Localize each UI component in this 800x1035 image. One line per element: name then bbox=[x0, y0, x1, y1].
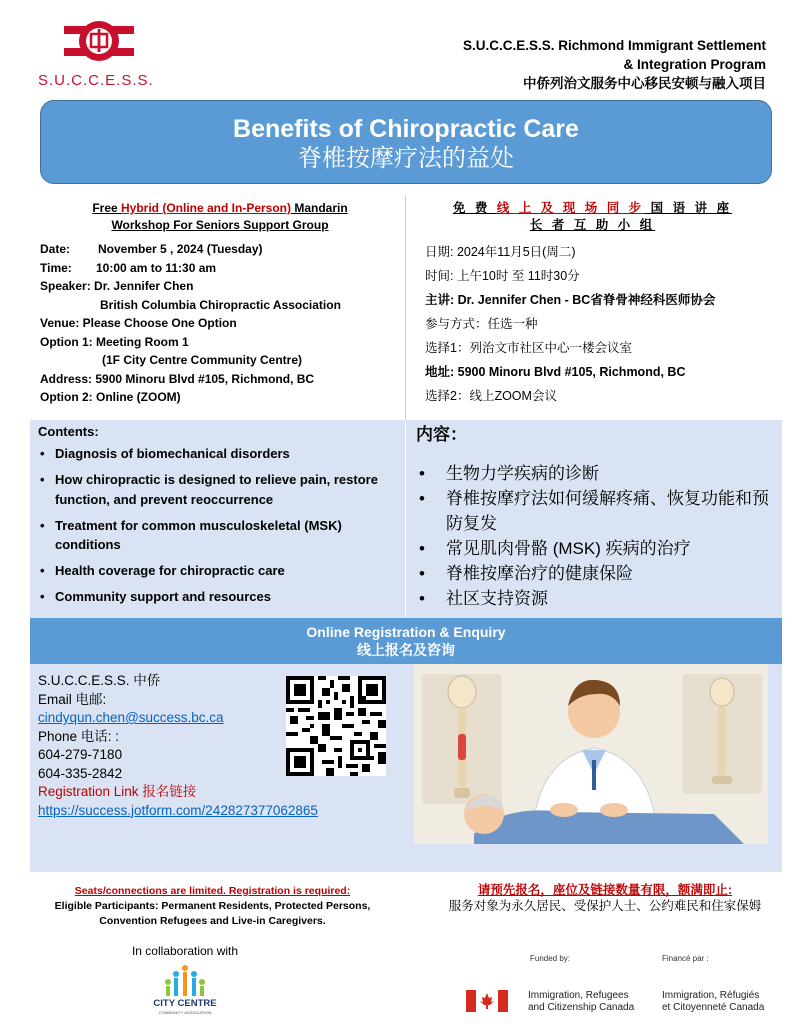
time-value: 10:00 am to 11:30 am bbox=[96, 260, 217, 275]
option2-zh: 选择2：线上ZOOM会议 bbox=[425, 389, 557, 403]
speaker-name: Dr. Jennifer Chen bbox=[94, 279, 194, 293]
organization-name bbox=[386, 36, 766, 93]
venue: Venue: Please Choose One Option bbox=[40, 316, 237, 330]
ircc-fr-line1: Immigration, Réfugiés bbox=[662, 990, 760, 1001]
option2: Option 2: Online (ZOOM) bbox=[40, 390, 181, 404]
registration-link[interactable]: https://success.jotform.com/242827377062865 bbox=[38, 802, 318, 818]
list-item: • 社区支持资源 bbox=[416, 586, 782, 611]
method-zh: 参与方式：任选一种 bbox=[425, 317, 538, 331]
footer-notice-zh bbox=[420, 882, 790, 914]
partner-name: CITY CENTRE bbox=[153, 998, 217, 1009]
heading-zh-line2: 长 者 互 助 小 组 bbox=[529, 218, 656, 232]
heading-zh-hybrid: 线 上 及 现 场 同 步 bbox=[496, 201, 645, 215]
ircc-name-fr bbox=[662, 990, 764, 1014]
heading-hybrid: Hybrid (Online and In-Person) bbox=[121, 201, 292, 215]
option1-zh: 选择1：列治文市社区中心一楼会议室 bbox=[425, 341, 632, 355]
finance-par-label: Financé par : bbox=[662, 954, 709, 963]
speaker-zh-label: 主讲: bbox=[425, 293, 455, 307]
date-value: November 5 , 2024 (Tuesday) bbox=[98, 242, 263, 256]
seats-notice-zh: 请预先报名，座位及链接数量有限，额满即止: bbox=[477, 883, 733, 897]
contents-zh bbox=[416, 422, 782, 611]
title-en: Benefits of Chiropractic Care bbox=[233, 115, 579, 143]
date-label: Date: bbox=[40, 242, 71, 256]
heading-mandarin: Mandarin bbox=[291, 201, 348, 215]
city-centre-logo bbox=[130, 962, 240, 1024]
address: Address: 5900 Minoru Blvd #105, Richmond, BC bbox=[40, 371, 315, 386]
eligible-en: Eligible Participants: Permanent Residents, Protected Persons, Convention Refugees and Live-in Caregivers. bbox=[54, 900, 371, 927]
success-logo-icon bbox=[64, 14, 134, 68]
city-centre-logo-icon bbox=[130, 962, 240, 998]
list-item: • 脊椎按摩治疗的健康保险 bbox=[416, 561, 782, 586]
contact-org: S.U.C.C.E.S.S. 中侨 bbox=[38, 673, 161, 688]
funded-by-label: Funded by: bbox=[530, 954, 571, 963]
contents-list-zh bbox=[416, 461, 782, 611]
phone-2: 604-335-2842 bbox=[38, 765, 123, 781]
event-heading-en bbox=[40, 200, 400, 234]
date-zh: 日期: 2024年11月5日(周二) bbox=[425, 245, 576, 259]
contents-heading-zh: 内容： bbox=[416, 425, 467, 444]
org-en-line2: & Integration Program bbox=[623, 57, 766, 72]
success-logo bbox=[38, 14, 168, 94]
column-divider bbox=[405, 195, 406, 420]
footer-notice-en bbox=[40, 884, 385, 929]
contents-heading-en: Contents: bbox=[38, 424, 99, 439]
contents-en bbox=[38, 422, 408, 613]
ircc-en-line1: Immigration, Refugees bbox=[528, 990, 629, 1001]
email-link[interactable]: cindyqun.chen@success.bc.ca bbox=[38, 710, 224, 725]
speaker-zh: Dr. Jennifer Chen - BC省脊骨神经科医师协会 bbox=[457, 293, 716, 307]
contents-panel bbox=[30, 420, 782, 618]
list-item: • 常见肌肉骨骼 (MSK) 疾病的治疗 bbox=[416, 536, 782, 561]
heading-zh-rest: 国 语 讲 座 bbox=[644, 201, 733, 215]
list-item: • 脊椎按摩疗法如何缓解疼痛、恢复功能和预防复发 bbox=[416, 486, 782, 536]
heading-zh-free: 免 费 bbox=[452, 201, 497, 215]
heading-line2: Workshop For Seniors Support Group bbox=[111, 218, 329, 232]
list-item: • 生物力学疾病的诊断 bbox=[416, 461, 782, 486]
registration-title-zh: 线上报名及咨询 bbox=[357, 642, 455, 658]
address-zh: 地址: 5900 Minoru Blvd #105, Richmond, BC bbox=[425, 365, 686, 379]
list-item: • Health coverage for chiropractic care bbox=[38, 561, 408, 581]
list-item: • How chiropractic is designed to relieve pain, restore function, and prevent reoccurrence bbox=[38, 470, 408, 509]
title-banner bbox=[40, 100, 772, 184]
ircc-fr-line2: et Citoyenneté Canada bbox=[662, 1002, 765, 1013]
time-label: Time: bbox=[40, 260, 72, 275]
canada-flag-icon bbox=[466, 990, 508, 1012]
event-details-en bbox=[40, 240, 405, 407]
speaker-org: British Columbia Chiropractic Association bbox=[100, 297, 341, 312]
list-item: • Treatment for common musculoskeletal (MSK) conditions bbox=[38, 516, 408, 555]
list-item: • Community support and resources bbox=[38, 587, 408, 607]
contents-list-en bbox=[38, 444, 408, 607]
phone-label: Phone 电话: : bbox=[38, 728, 120, 744]
registration-title-en: Online Registration & Enquiry bbox=[306, 624, 506, 640]
registration-link-label: Registration Link 报名链接 bbox=[38, 784, 197, 799]
collaboration-label: In collaboration with bbox=[131, 944, 239, 958]
speaker-label: Speaker: bbox=[40, 279, 91, 293]
option1: Option 1: Meeting Room 1 bbox=[40, 334, 189, 349]
partner-sub: COMMUNITY ASSOCIATION bbox=[158, 1010, 212, 1015]
registration-bar bbox=[30, 618, 782, 664]
logo-wordmark: S.U.C.C.E.S.S. bbox=[38, 72, 154, 89]
email-label: Email 电邮: bbox=[38, 691, 107, 707]
eligible-zh: 服务对象为永久居民、受保护人士、公约难民和住家保姆 bbox=[448, 899, 762, 913]
org-zh: 中侨列治文服务中心移民安顿与融入项目 bbox=[523, 76, 766, 91]
chiropractor-illustration bbox=[414, 664, 768, 844]
option1-detail: (1F City Centre Community Centre) bbox=[102, 353, 303, 367]
ircc-name-en bbox=[528, 990, 634, 1014]
contact-panel bbox=[30, 664, 782, 872]
list-item: • Diagnosis of biomechanical disorders bbox=[38, 444, 408, 464]
heading-free: Free bbox=[92, 201, 121, 215]
org-en-line1: S.U.C.C.E.S.S. Richmond Immigrant Settlement bbox=[462, 38, 766, 53]
phone-1: 604-279-7180 bbox=[38, 747, 123, 762]
time-zh: 时间: 上午10时 至 11时30分 bbox=[425, 269, 580, 283]
seats-notice-en: Seats/connections are limited. Registration is required: bbox=[74, 885, 351, 897]
event-heading-zh bbox=[420, 200, 765, 234]
qr-code-icon[interactable] bbox=[286, 676, 386, 776]
ircc-en-line2: and Citizenship Canada bbox=[528, 1002, 635, 1013]
title-zh: 脊椎按摩疗法的益处 bbox=[298, 145, 514, 172]
event-details-zh bbox=[425, 240, 785, 408]
